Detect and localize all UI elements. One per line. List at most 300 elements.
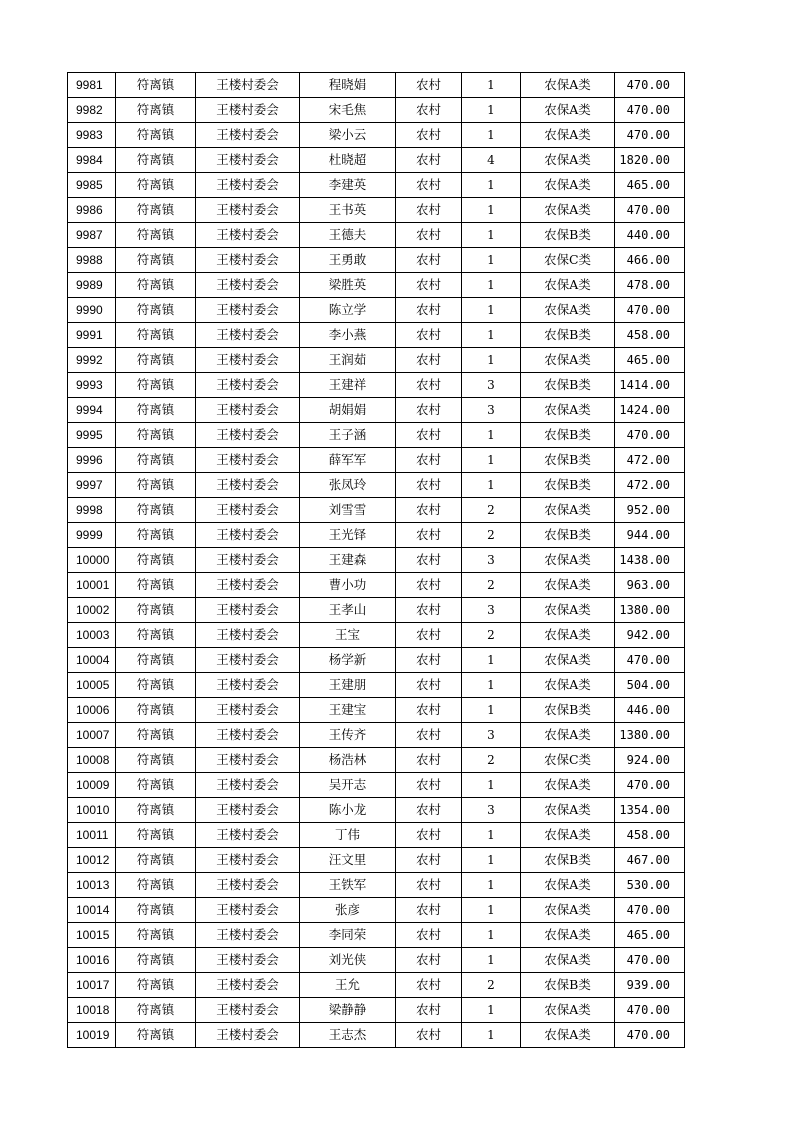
amount-cell: 952.00: [615, 498, 685, 523]
record-id-cell: 10001: [68, 573, 116, 598]
town-cell: 符离镇: [116, 373, 196, 398]
record-id-cell: 10016: [68, 948, 116, 973]
insurance-category-cell: 农保B类: [521, 423, 615, 448]
town-cell: 符离镇: [116, 648, 196, 673]
household-count-cell: 1: [462, 73, 521, 98]
table-row: [68, 223, 685, 248]
household-count-cell: 3: [462, 398, 521, 423]
amount-cell: 1424.00: [615, 398, 685, 423]
amount-cell: 1380.00: [615, 723, 685, 748]
household-count-cell: 1: [462, 223, 521, 248]
name-cell: 王书英: [300, 198, 396, 223]
amount-cell: 465.00: [615, 173, 685, 198]
village-committee-cell: 王楼村委会: [196, 348, 300, 373]
town-cell: 符离镇: [116, 398, 196, 423]
area-type-cell: 农村: [396, 323, 462, 348]
amount-cell: 446.00: [615, 698, 685, 723]
village-committee-cell: 王楼村委会: [196, 848, 300, 873]
table-row: [68, 773, 685, 798]
name-cell: 王勇敢: [300, 248, 396, 273]
name-cell: 王孝山: [300, 598, 396, 623]
household-count-cell: 3: [462, 598, 521, 623]
table-row: [68, 398, 685, 423]
insurance-category-cell: 农保A类: [521, 948, 615, 973]
record-id-cell: 10002: [68, 598, 116, 623]
table-row: [68, 798, 685, 823]
records-table: [67, 72, 685, 1048]
table-row: [68, 923, 685, 948]
table-row: [68, 623, 685, 648]
name-cell: 梁胜英: [300, 273, 396, 298]
village-committee-cell: 王楼村委会: [196, 948, 300, 973]
name-cell: 张彦: [300, 898, 396, 923]
name-cell: 吴开志: [300, 773, 396, 798]
area-type-cell: 农村: [396, 923, 462, 948]
village-committee-cell: 王楼村委会: [196, 323, 300, 348]
table-row: [68, 723, 685, 748]
insurance-category-cell: 农保A类: [521, 623, 615, 648]
town-cell: 符离镇: [116, 473, 196, 498]
name-cell: 汪文里: [300, 848, 396, 873]
town-cell: 符离镇: [116, 598, 196, 623]
village-committee-cell: 王楼村委会: [196, 498, 300, 523]
town-cell: 符离镇: [116, 873, 196, 898]
area-type-cell: 农村: [396, 423, 462, 448]
record-id-cell: 10007: [68, 723, 116, 748]
village-committee-cell: 王楼村委会: [196, 273, 300, 298]
amount-cell: 470.00: [615, 898, 685, 923]
table-row: [68, 448, 685, 473]
table-body: [68, 73, 685, 1048]
insurance-category-cell: 农保A类: [521, 173, 615, 198]
amount-cell: 1380.00: [615, 598, 685, 623]
town-cell: 符离镇: [116, 573, 196, 598]
household-count-cell: 1: [462, 823, 521, 848]
insurance-category-cell: 农保B类: [521, 448, 615, 473]
table-row: [68, 473, 685, 498]
name-cell: 梁小云: [300, 123, 396, 148]
name-cell: 丁伟: [300, 823, 396, 848]
table-row: [68, 523, 685, 548]
name-cell: 王建宝: [300, 698, 396, 723]
record-id-cell: 9991: [68, 323, 116, 348]
record-id-cell: 9992: [68, 348, 116, 373]
area-type-cell: 农村: [396, 698, 462, 723]
record-id-cell: 10014: [68, 898, 116, 923]
name-cell: 薛军军: [300, 448, 396, 473]
record-id-cell: 10005: [68, 673, 116, 698]
insurance-category-cell: 农保A类: [521, 873, 615, 898]
area-type-cell: 农村: [396, 498, 462, 523]
area-type-cell: 农村: [396, 148, 462, 173]
insurance-category-cell: 农保A类: [521, 498, 615, 523]
insurance-category-cell: 农保A类: [521, 98, 615, 123]
village-committee-cell: 王楼村委会: [196, 398, 300, 423]
village-committee-cell: 王楼村委会: [196, 998, 300, 1023]
town-cell: 符离镇: [116, 448, 196, 473]
village-committee-cell: 王楼村委会: [196, 448, 300, 473]
record-id-cell: 10017: [68, 973, 116, 998]
record-id-cell: 9999: [68, 523, 116, 548]
insurance-category-cell: 农保A类: [521, 998, 615, 1023]
village-committee-cell: 王楼村委会: [196, 423, 300, 448]
table-row: [68, 998, 685, 1023]
town-cell: 符离镇: [116, 98, 196, 123]
insurance-category-cell: 农保A类: [521, 273, 615, 298]
village-committee-cell: 王楼村委会: [196, 973, 300, 998]
town-cell: 符离镇: [116, 848, 196, 873]
area-type-cell: 农村: [396, 673, 462, 698]
household-count-cell: 3: [462, 548, 521, 573]
household-count-cell: 1: [462, 698, 521, 723]
insurance-category-cell: 农保A类: [521, 648, 615, 673]
insurance-category-cell: 农保C类: [521, 748, 615, 773]
insurance-category-cell: 农保B类: [521, 473, 615, 498]
area-type-cell: 农村: [396, 573, 462, 598]
area-type-cell: 农村: [396, 548, 462, 573]
amount-cell: 458.00: [615, 823, 685, 848]
village-committee-cell: 王楼村委会: [196, 123, 300, 148]
town-cell: 符离镇: [116, 423, 196, 448]
table-row: [68, 673, 685, 698]
village-committee-cell: 王楼村委会: [196, 698, 300, 723]
name-cell: 李同荣: [300, 923, 396, 948]
household-count-cell: 2: [462, 573, 521, 598]
village-committee-cell: 王楼村委会: [196, 873, 300, 898]
name-cell: 王铁军: [300, 873, 396, 898]
town-cell: 符离镇: [116, 348, 196, 373]
record-id-cell: 9981: [68, 73, 116, 98]
household-count-cell: 1: [462, 198, 521, 223]
household-count-cell: 2: [462, 623, 521, 648]
area-type-cell: 农村: [396, 823, 462, 848]
area-type-cell: 农村: [396, 998, 462, 1023]
record-id-cell: 10008: [68, 748, 116, 773]
record-id-cell: 9996: [68, 448, 116, 473]
village-committee-cell: 王楼村委会: [196, 248, 300, 273]
record-id-cell: 9995: [68, 423, 116, 448]
insurance-category-cell: 农保B类: [521, 698, 615, 723]
household-count-cell: 1: [462, 898, 521, 923]
table-row: [68, 598, 685, 623]
name-cell: 王传齐: [300, 723, 396, 748]
record-id-cell: 10010: [68, 798, 116, 823]
table-row: [68, 698, 685, 723]
insurance-category-cell: 农保A类: [521, 673, 615, 698]
area-type-cell: 农村: [396, 348, 462, 373]
town-cell: 符离镇: [116, 523, 196, 548]
name-cell: 杨学新: [300, 648, 396, 673]
town-cell: 符离镇: [116, 323, 196, 348]
village-committee-cell: 王楼村委会: [196, 573, 300, 598]
area-type-cell: 农村: [396, 123, 462, 148]
insurance-category-cell: 农保A类: [521, 923, 615, 948]
amount-cell: 470.00: [615, 198, 685, 223]
household-count-cell: 2: [462, 523, 521, 548]
town-cell: 符离镇: [116, 173, 196, 198]
insurance-category-cell: 农保A类: [521, 898, 615, 923]
amount-cell: 1354.00: [615, 798, 685, 823]
amount-cell: 458.00: [615, 323, 685, 348]
area-type-cell: 农村: [396, 298, 462, 323]
town-cell: 符离镇: [116, 1023, 196, 1048]
household-count-cell: 1: [462, 1023, 521, 1048]
amount-cell: 470.00: [615, 648, 685, 673]
amount-cell: 472.00: [615, 448, 685, 473]
amount-cell: 467.00: [615, 848, 685, 873]
table-row: [68, 573, 685, 598]
area-type-cell: 农村: [396, 898, 462, 923]
name-cell: 宋毛焦: [300, 98, 396, 123]
household-count-cell: 1: [462, 248, 521, 273]
amount-cell: 470.00: [615, 298, 685, 323]
village-committee-cell: 王楼村委会: [196, 473, 300, 498]
amount-cell: 470.00: [615, 423, 685, 448]
town-cell: 符离镇: [116, 973, 196, 998]
table-row: [68, 98, 685, 123]
name-cell: 梁静静: [300, 998, 396, 1023]
household-count-cell: 2: [462, 973, 521, 998]
household-count-cell: 1: [462, 673, 521, 698]
table-row: [68, 73, 685, 98]
table-row: [68, 423, 685, 448]
insurance-category-cell: 农保B类: [521, 223, 615, 248]
table-row: [68, 848, 685, 873]
name-cell: 王子涵: [300, 423, 396, 448]
table-row: [68, 973, 685, 998]
household-count-cell: 1: [462, 348, 521, 373]
name-cell: 曹小功: [300, 573, 396, 598]
insurance-category-cell: 农保A类: [521, 398, 615, 423]
amount-cell: 470.00: [615, 123, 685, 148]
village-committee-cell: 王楼村委会: [196, 173, 300, 198]
table-row: [68, 548, 685, 573]
amount-cell: 470.00: [615, 73, 685, 98]
area-type-cell: 农村: [396, 948, 462, 973]
name-cell: 张凤玲: [300, 473, 396, 498]
name-cell: 李小燕: [300, 323, 396, 348]
area-type-cell: 农村: [396, 273, 462, 298]
household-count-cell: 1: [462, 173, 521, 198]
record-id-cell: 10019: [68, 1023, 116, 1048]
name-cell: 杨浩林: [300, 748, 396, 773]
household-count-cell: 4: [462, 148, 521, 173]
table-row: [68, 173, 685, 198]
area-type-cell: 农村: [396, 1023, 462, 1048]
town-cell: 符离镇: [116, 273, 196, 298]
name-cell: 刘光侠: [300, 948, 396, 973]
table-row: [68, 148, 685, 173]
amount-cell: 465.00: [615, 923, 685, 948]
village-committee-cell: 王楼村委会: [196, 298, 300, 323]
town-cell: 符离镇: [116, 248, 196, 273]
insurance-category-cell: 农保A类: [521, 548, 615, 573]
household-count-cell: 3: [462, 723, 521, 748]
town-cell: 符离镇: [116, 148, 196, 173]
area-type-cell: 农村: [396, 873, 462, 898]
record-id-cell: 10013: [68, 873, 116, 898]
insurance-category-cell: 农保A类: [521, 73, 615, 98]
household-count-cell: 1: [462, 948, 521, 973]
area-type-cell: 农村: [396, 748, 462, 773]
area-type-cell: 农村: [396, 398, 462, 423]
village-committee-cell: 王楼村委会: [196, 198, 300, 223]
town-cell: 符离镇: [116, 198, 196, 223]
village-committee-cell: 王楼村委会: [196, 98, 300, 123]
insurance-category-cell: 农保A类: [521, 773, 615, 798]
table-row: [68, 123, 685, 148]
table-row: [68, 273, 685, 298]
area-type-cell: 农村: [396, 798, 462, 823]
household-count-cell: 1: [462, 273, 521, 298]
insurance-category-cell: 农保A类: [521, 823, 615, 848]
insurance-category-cell: 农保C类: [521, 248, 615, 273]
village-committee-cell: 王楼村委会: [196, 823, 300, 848]
household-count-cell: 1: [462, 848, 521, 873]
household-count-cell: 1: [462, 998, 521, 1023]
town-cell: 符离镇: [116, 923, 196, 948]
table-row: [68, 498, 685, 523]
record-id-cell: 9993: [68, 373, 116, 398]
insurance-category-cell: 农保A类: [521, 723, 615, 748]
record-id-cell: 10000: [68, 548, 116, 573]
village-committee-cell: 王楼村委会: [196, 723, 300, 748]
amount-cell: 924.00: [615, 748, 685, 773]
record-id-cell: 10004: [68, 648, 116, 673]
table-row: [68, 373, 685, 398]
town-cell: 符离镇: [116, 673, 196, 698]
area-type-cell: 农村: [396, 448, 462, 473]
town-cell: 符离镇: [116, 773, 196, 798]
record-id-cell: 9986: [68, 198, 116, 223]
household-count-cell: 1: [462, 873, 521, 898]
name-cell: 王建朋: [300, 673, 396, 698]
town-cell: 符离镇: [116, 998, 196, 1023]
village-committee-cell: 王楼村委会: [196, 373, 300, 398]
record-id-cell: 10012: [68, 848, 116, 873]
record-id-cell: 10018: [68, 998, 116, 1023]
insurance-category-cell: 农保A类: [521, 598, 615, 623]
amount-cell: 472.00: [615, 473, 685, 498]
name-cell: 王宝: [300, 623, 396, 648]
table-row: [68, 948, 685, 973]
town-cell: 符离镇: [116, 73, 196, 98]
name-cell: 王建森: [300, 548, 396, 573]
town-cell: 符离镇: [116, 623, 196, 648]
village-committee-cell: 王楼村委会: [196, 798, 300, 823]
amount-cell: 963.00: [615, 573, 685, 598]
amount-cell: 478.00: [615, 273, 685, 298]
record-id-cell: 9983: [68, 123, 116, 148]
record-id-cell: 9985: [68, 173, 116, 198]
town-cell: 符离镇: [116, 723, 196, 748]
village-committee-cell: 王楼村委会: [196, 73, 300, 98]
town-cell: 符离镇: [116, 823, 196, 848]
village-committee-cell: 王楼村委会: [196, 648, 300, 673]
amount-cell: 470.00: [615, 1023, 685, 1048]
insurance-category-cell: 农保A类: [521, 198, 615, 223]
name-cell: 杜晓超: [300, 148, 396, 173]
town-cell: 符离镇: [116, 298, 196, 323]
record-id-cell: 10009: [68, 773, 116, 798]
town-cell: 符离镇: [116, 748, 196, 773]
amount-cell: 466.00: [615, 248, 685, 273]
village-committee-cell: 王楼村委会: [196, 898, 300, 923]
village-committee-cell: 王楼村委会: [196, 923, 300, 948]
town-cell: 符离镇: [116, 948, 196, 973]
town-cell: 符离镇: [116, 798, 196, 823]
table-row: [68, 873, 685, 898]
table-row: [68, 323, 685, 348]
record-id-cell: 9984: [68, 148, 116, 173]
area-type-cell: 农村: [396, 523, 462, 548]
record-id-cell: 9994: [68, 398, 116, 423]
area-type-cell: 农村: [396, 223, 462, 248]
amount-cell: 1820.00: [615, 148, 685, 173]
household-count-cell: 1: [462, 298, 521, 323]
table-row: [68, 348, 685, 373]
name-cell: 王允: [300, 973, 396, 998]
household-count-cell: 1: [462, 923, 521, 948]
town-cell: 符离镇: [116, 223, 196, 248]
household-count-cell: 3: [462, 798, 521, 823]
amount-cell: 440.00: [615, 223, 685, 248]
amount-cell: 1414.00: [615, 373, 685, 398]
amount-cell: 530.00: [615, 873, 685, 898]
village-committee-cell: 王楼村委会: [196, 148, 300, 173]
village-committee-cell: 王楼村委会: [196, 748, 300, 773]
area-type-cell: 农村: [396, 373, 462, 398]
name-cell: 陈小龙: [300, 798, 396, 823]
name-cell: 王光铎: [300, 523, 396, 548]
record-id-cell: 10015: [68, 923, 116, 948]
insurance-category-cell: 农保B类: [521, 373, 615, 398]
record-id-cell: 9987: [68, 223, 116, 248]
town-cell: 符离镇: [116, 898, 196, 923]
name-cell: 王德夫: [300, 223, 396, 248]
household-count-cell: 1: [462, 773, 521, 798]
insurance-category-cell: 农保A类: [521, 298, 615, 323]
area-type-cell: 农村: [396, 773, 462, 798]
record-id-cell: 10006: [68, 698, 116, 723]
name-cell: 王润茹: [300, 348, 396, 373]
area-type-cell: 农村: [396, 648, 462, 673]
insurance-category-cell: 农保A类: [521, 348, 615, 373]
name-cell: 刘雪雪: [300, 498, 396, 523]
record-id-cell: 9997: [68, 473, 116, 498]
table-row: [68, 823, 685, 848]
record-id-cell: 9998: [68, 498, 116, 523]
area-type-cell: 农村: [396, 848, 462, 873]
household-count-cell: 1: [462, 473, 521, 498]
town-cell: 符离镇: [116, 548, 196, 573]
table-row: [68, 898, 685, 923]
household-count-cell: 2: [462, 748, 521, 773]
name-cell: 陈立学: [300, 298, 396, 323]
record-id-cell: 9982: [68, 98, 116, 123]
insurance-category-cell: 农保A类: [521, 798, 615, 823]
household-count-cell: 1: [462, 323, 521, 348]
village-committee-cell: 王楼村委会: [196, 773, 300, 798]
town-cell: 符离镇: [116, 698, 196, 723]
insurance-category-cell: 农保A类: [521, 1023, 615, 1048]
area-type-cell: 农村: [396, 73, 462, 98]
area-type-cell: 农村: [396, 473, 462, 498]
record-id-cell: 9988: [68, 248, 116, 273]
insurance-category-cell: 农保A类: [521, 573, 615, 598]
village-committee-cell: 王楼村委会: [196, 623, 300, 648]
insurance-category-cell: 农保B类: [521, 323, 615, 348]
